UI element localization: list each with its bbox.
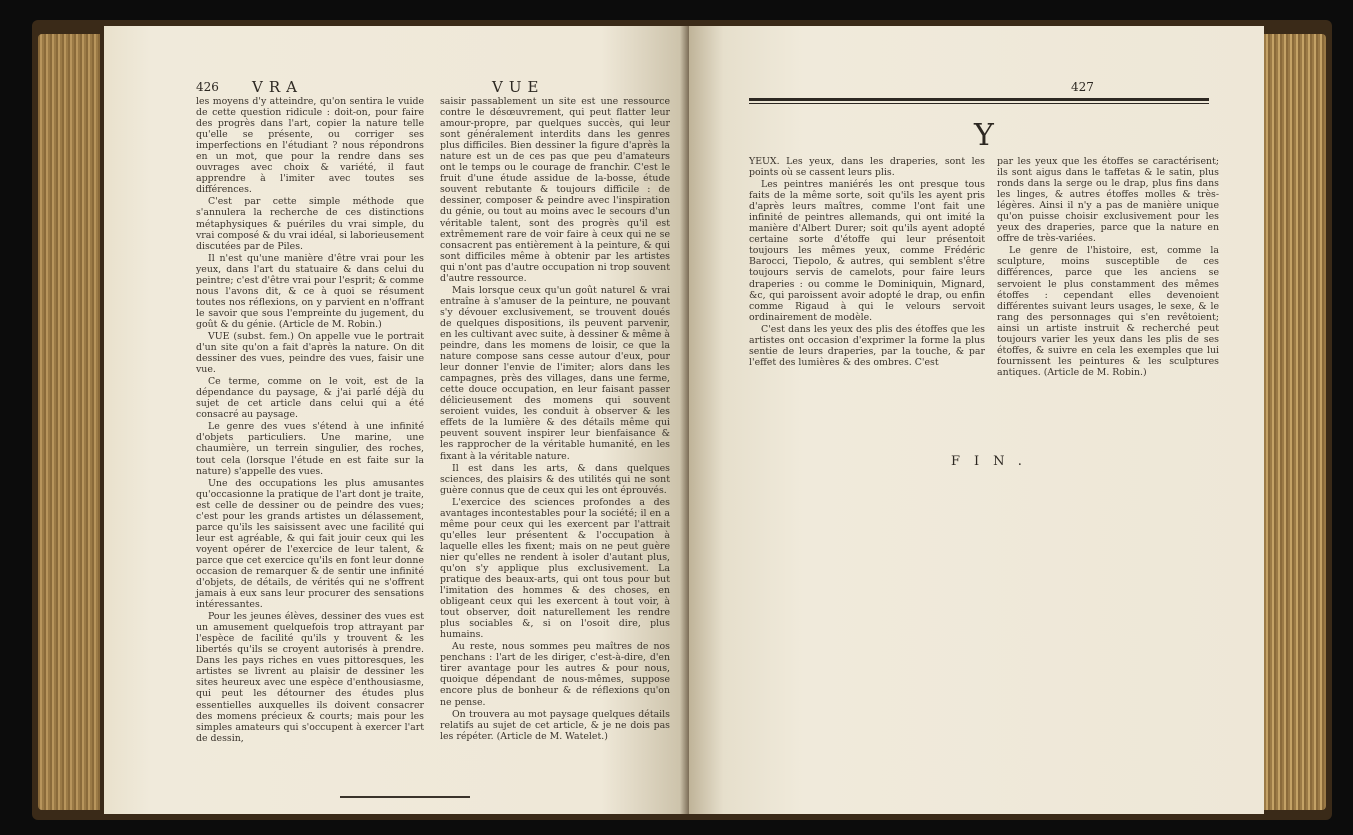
open-book <box>32 20 1332 820</box>
section-rule-thin <box>749 103 1209 104</box>
running-head-left: VRA <box>252 78 303 96</box>
right-column-1 <box>749 156 985 369</box>
paragraph: Le genre de l'histoire, est, comme la sculpture, moins susceptible de ces différences, parce que les anciens se servoient le plus constamment des mêmes étoffes : cependant elles devenoient différentes suivant leurs usages, le sexe, & le rang des personnages qui s'en revêtoient; ainsi un artiste instruit & recherché peut toujours varier les yeux dans les plis de ses étoffes, & suivre en cela les exemples que lui fournissent les peintures & les sculptures antiques. (Article de M. Robin.) <box>997 245 1219 378</box>
paragraph: C'est dans les yeux des plis des étoffes que les artistes ont occasion d'exprimer la forme la plus sentie de leurs draperies, par la touche, & par l'effet des lumières & des ombres. C'est <box>749 323 985 368</box>
paragraph: On trouvera au mot paysage quelques détails relatifs au sujet de cet article, & je ne dois pas les répéter. (Article de M. Watelet.) <box>440 708 670 742</box>
end-rule <box>340 796 470 798</box>
paragraph: Une des occupations les plus amusantes qu'occasionne la pratique de l'art dont je traite, est celle de dessiner ou de peindre des vues; c'est pour les grands artistes un délassement, parce qu'ils les saisissent avec une facilité qui leur est agréable, & qui fait jouir ceux qui les voyent opérer de l'exercice de leur talent, & parce que cet exercice qu'ils en font leur donne occasion de remarquer & de sentir une infinité d'objets, de détails, de vérités qui ne s'offrent jamais à eux sans leur procurer des sensations intéressantes. <box>196 477 424 611</box>
paragraph: les moyens d'y atteindre, qu'on sentira le vuide de cette question ridicule : doit-on, pour faire des progrès dans l'art, copier la nature telle qu'elle se présente, ou corriger ses imperfections en l'étudiant ? nous répondrons en un mot, que pour la rendre dans ses ouvrages avec choix & variété, il faut apprendre à l'imiter avec toutes ses différences. <box>196 96 424 196</box>
paragraph: Il n'est qu'une manière d'être vrai pour les yeux, dans l'art du statuaire & dans celui du peintre; c'est d'être vrai pour l'esprit; & comme nous l'avons dit, & ce à quoi se résument toutes nos réflexions, on y parvient en n'offrant le savoir que sous l'empreinte du jugement, du goût & du génie. (Article de M. Robin.) <box>196 252 424 330</box>
right-page <box>689 26 1264 814</box>
right-page-edges <box>1264 34 1326 810</box>
running-head-right: VUE <box>492 78 545 96</box>
left-page-edges <box>38 34 100 810</box>
left-page <box>104 26 689 814</box>
paragraph: Le genre des vues s'étend à une infinité d'objets particuliers. Une marine, une chaumière, un terrein singulier, des roches, tout cela (lorsque l'étude en est faite sur la nature) s'appelle des vues. <box>196 421 424 477</box>
paragraph: Il est dans les arts, & dans quelques sciences, des plaisirs & des utilités qui ne sont guère connus que de ceux qui les ont éprouvés. <box>440 462 670 496</box>
paragraph: Ce terme, comme on le voit, est de la dépendance du paysage, & j'ai parlé déjà du sujet de cet article dans celui qui a été consacré au paysage. <box>196 376 424 421</box>
left-column-2 <box>440 96 670 743</box>
fin-label: FIN. <box>951 454 1036 469</box>
section-rule <box>749 98 1209 101</box>
paragraph: Pour les jeunes élèves, dessiner des vues est un amusement quelquefois trop attrayant par l'espèce de facilité qu'ils y trouvent & les libertés qu'ils se croyent autorisés à prendre. Dans les pays riches en vues pittoresques, les artistes se livrent au plaisir de dessiner les sites heureux avec une espèce d'enthousiasme, qui peut les détourner des études plus essentielles auxquelles ils doivent consacrer des momens précieux & courts; mais pour les simples amateurs qui s'occupent à exercer l'art de dessin, <box>196 611 424 744</box>
page-number: 426 <box>196 80 219 94</box>
left-column-1 <box>196 96 424 745</box>
paragraph: L'exercice des sciences profondes a des avantages incontestables pour la société; il en a même pour ceux qui les exercent par l'attrait qu'elles leur présentent & l'occupation à laquelle elles les fixent; mais on ne peut guère nier qu'elles ne rendent à isoler d'autant plus, qu'on s'y applique plus exclusivement. La pratique des beaux-arts, qui ont tous pour but l'imitation des hommes & des choses, en obligeant ceux qui les exercent à tout voir, à tout observer, doit naturellement les rendre plus sociables &, si on l'osoit dire, plus humains. <box>440 496 670 641</box>
paragraph: C'est par cette simple méthode que s'annulera la recherche de ces distinctions métaphysiques & puériles du vrai simple, du vrai composé & du vrai idéal, si laborieusement discutées par de Piles. <box>196 196 424 252</box>
entry-vue: VUE (subst. fem.) On appelle vue le portrait d'un site qu'on a fait d'après la nature. On dit dessiner des vues, peindre des vues, faisir une vue. <box>196 330 424 376</box>
paragraph: par les yeux que les étoffes se caractérisent; ils sont aigus dans le taffetas & le satin, plus ronds dans la serge ou le drap, plus fins dans les linges, & autres étoffes molles & très-légères. Ainsi il n'y a pas de manière unique qu'on puisse choisir exclusivement pour les yeux des draperies, parce que la nature en offre de très-variées. <box>997 156 1219 245</box>
paragraph: saisir passablement un site est une ressource contre le désœuvrement, qui peut flatter leur amour-propre, par quelques succès, qui leur sont généralement interdits dans les genres plus difficiles. Bien dessiner la figure d'après la nature est un de ces pas que peu d'amateurs ont le temps ou le courage de franchir. C'est le fruit d'une étude assidue de la-bosse, étude souvent rebutante & toujours difficile : de dessiner, composer & peindre avec l'inspiration du génie, ou tout au moins avec le secours d'un véritable talent, sont des progrès qu'il est extrêmement rare de voir faire à ceux qui ne se consacrent pas entièrement à la peinture, & qui sont difficiles même à obtenir par les artistes qui n'ont pas d'autre occupation ni trop souvent d'autre ressource. <box>440 96 670 284</box>
paragraph: Les peintres maniérés les ont presque tous faits de la même sorte, soit qu'ils les ayent pris d'après leurs maîtres, comme l'ont fait une infinité de peintres allemands, qui ont imité la manière d'Albert Durer; soit qu'ils ayent adopté certaine sorte d'étoffe qui leur présentoit toujours les mêmes yeux, comme Frédéric Barocci, Tiepolo, & autres, qui semblent s'être toujours servis de camelots, pour faire leurs draperies : ou comme le Dominiquin, Mignard, &c, qui paroissent avoir adopté le drap, ou enfin comme Rigaud à qui le velours servoit ordinairement de modèle. <box>749 179 985 323</box>
section-letter: Y <box>974 118 994 153</box>
entry-yeux: YEUX. Les yeux, dans les draperies, sont les points où se cassent leurs plis. <box>749 156 985 179</box>
paragraph: Au reste, nous sommes peu maîtres de nos penchans : l'art de les diriger, c'est-à-dire, d'en tirer avantage pour les autres & pour nous, quoique dépendant de nous-mêmes, suppose encore plus de bonheur & de réflexions qu'on ne pense. <box>440 641 670 708</box>
page-number: 427 <box>1071 80 1094 94</box>
right-column-2 <box>997 156 1219 379</box>
paragraph: Mais lorsque ceux qu'un goût naturel & vrai entraîne à s'amuser de la peinture, ne pouvant s'y dévouer exclusivement, se trouvent doués de quelques dispositions, ils peuvent parvenir, en les cultivant avec suite, à dessiner & même à peindre, dans les momens de loisir, ce que la nature compose sans cesse autour d'eux, pour leur donner l'envie de l'imiter; alors dans les campagnes, près des villages, dans une ferme, cette douce occupation, en leur faisant passer délicieusement des momens qui souvent seroient vuides, les conduit à observer & les effets de la lumière & des détails même qui peuvent souvent inspirer leur bienfaisance & les rapprocher de la véritable humanité, en les fixant à la véritable nature. <box>440 284 670 462</box>
